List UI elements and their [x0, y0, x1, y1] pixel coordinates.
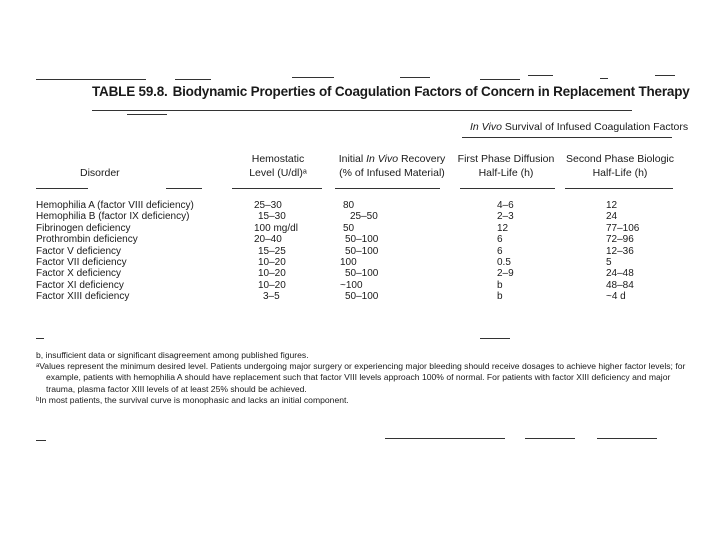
cell-disorder: Factor X deficiency [36, 268, 122, 280]
cell-recovery: 25–50 [350, 211, 378, 223]
table-title [92, 84, 690, 99]
column-header-first-phase: First Phase Diffusion Half-Life (h) [457, 153, 555, 179]
table-label: TABLE 59.8. [92, 84, 168, 99]
scan-rule [597, 438, 657, 439]
cell-hemostatic: 100 mg/dl [254, 222, 298, 234]
cell-disorder: Factor V deficiency [36, 245, 122, 257]
cell-second-phase: 48–84 [606, 279, 634, 291]
cell-first-phase: 2–9 [497, 268, 514, 280]
scan-rule [528, 75, 553, 76]
scan-rule [127, 114, 167, 115]
cell-hemostatic: 20–40 [254, 234, 282, 246]
cell-hemostatic: 10–20 [258, 257, 286, 268]
table-footnotes [36, 350, 686, 406]
cell-hemostatic: 10–20 [258, 279, 286, 291]
cell-first-phase: b [497, 279, 503, 291]
cell-disorder: Hemophilia A (factor VIII deficiency) [36, 200, 194, 211]
cell-disorder: Prothrombin deficiency [36, 234, 138, 246]
column-header-recovery: Initial In Vivo Recovery (% of Infused Material) [338, 153, 446, 179]
column-header-disorder: Disorder [80, 167, 120, 179]
table-bottom-rule [36, 338, 44, 339]
cell-disorder: Factor XIII deficiency [36, 291, 130, 303]
header-rule [166, 188, 202, 189]
scan-rule [600, 78, 608, 79]
group-header-italic: In Vivo [470, 121, 502, 133]
cell-disorder: Hemophilia B (factor IX deficiency) [36, 211, 190, 223]
cell-recovery: 50–100 [345, 268, 379, 280]
cell-first-phase: 6 [497, 234, 503, 246]
cell-recovery: 50–100 [345, 291, 379, 303]
header-rule [335, 188, 440, 189]
cell-second-phase: 77–106 [606, 222, 640, 234]
scan-rule [36, 79, 146, 80]
cell-second-phase: 24 [606, 211, 618, 223]
cell-first-phase: 4–6 [497, 200, 514, 211]
column-header-hemostatic: Hemostatic Level (U/dl)ᵃ [249, 153, 307, 179]
cell-second-phase: 24–48 [606, 268, 634, 280]
scan-rule [400, 77, 430, 78]
header-rule [565, 188, 673, 189]
header-rule [460, 188, 555, 189]
cell-first-phase: 2–3 [497, 211, 514, 223]
footnote: b, insufficient data or significant disagreement among published figures. [36, 350, 309, 360]
footnote: ᵇIn most patients, the survival curve is monophasic and lacks an initial component. [36, 394, 349, 405]
cell-hemostatic: 10–20 [258, 268, 286, 280]
cell-disorder: Fibrinogen deficiency [36, 222, 131, 234]
cell-hemostatic: 25–30 [254, 200, 282, 211]
cell-hemostatic: 3–5 [263, 291, 280, 303]
cell-second-phase: ~4 d [606, 291, 626, 303]
cell-recovery: 50 [343, 222, 355, 234]
cell-first-phase: b [497, 291, 503, 303]
scan-rule [480, 79, 520, 80]
cell-recovery: ~100 [340, 279, 363, 291]
title-underline [92, 110, 632, 111]
cell-recovery: 80 [343, 200, 355, 211]
group-header-text: Survival of Infused Coagulation Factors [504, 121, 689, 133]
cell-hemostatic: 15–25 [258, 245, 286, 257]
scan-rule [385, 438, 505, 439]
scan-rule [655, 75, 675, 76]
footnote-continuation: example, patients with hemophilia A should have replacement such that factor VIII levels approach 100% of normal. For patients with factor XIII deficiency and major [46, 372, 671, 383]
cell-recovery: 100 [340, 257, 357, 268]
column-header-second-phase: Second Phase Biologic Half-Life (h) [566, 153, 674, 179]
table-title-text: Biodynamic Properties of Coagulation Factors of Concern in Replacement Therapy [172, 84, 690, 99]
cell-first-phase: 0.5 [497, 257, 511, 268]
cell-second-phase: 12 [606, 200, 618, 211]
group-header [470, 121, 688, 133]
cell-hemostatic: 15–30 [258, 211, 286, 223]
footnote-continuation: trauma, plasma factor XIII levels of at least 25% should be achieved. [46, 383, 307, 394]
group-header-rule [462, 137, 672, 138]
header-rule [232, 188, 322, 189]
cell-second-phase: 5 [606, 257, 612, 268]
cell-disorder: Factor VII deficiency [36, 257, 127, 268]
footnote: ᵃValues represent the minimum desired level. Patients undergoing major surgery or experiencing major bleeding should receive dosages to achieve higher factor levels; for [36, 361, 686, 372]
table-bottom-rule [480, 338, 510, 339]
scan-rule [525, 438, 575, 439]
cell-disorder: Factor XI deficiency [36, 279, 124, 291]
scan-rule [175, 79, 211, 80]
cell-second-phase: 72–96 [606, 234, 634, 246]
cell-recovery: 50–100 [345, 234, 379, 246]
cell-first-phase: 12 [497, 222, 509, 234]
cell-first-phase: 6 [497, 245, 503, 257]
cell-second-phase: 12–36 [606, 245, 634, 257]
scan-rule [36, 440, 46, 441]
cell-recovery: 50–100 [345, 245, 379, 257]
header-rule [36, 188, 88, 189]
scan-rule [292, 77, 334, 78]
